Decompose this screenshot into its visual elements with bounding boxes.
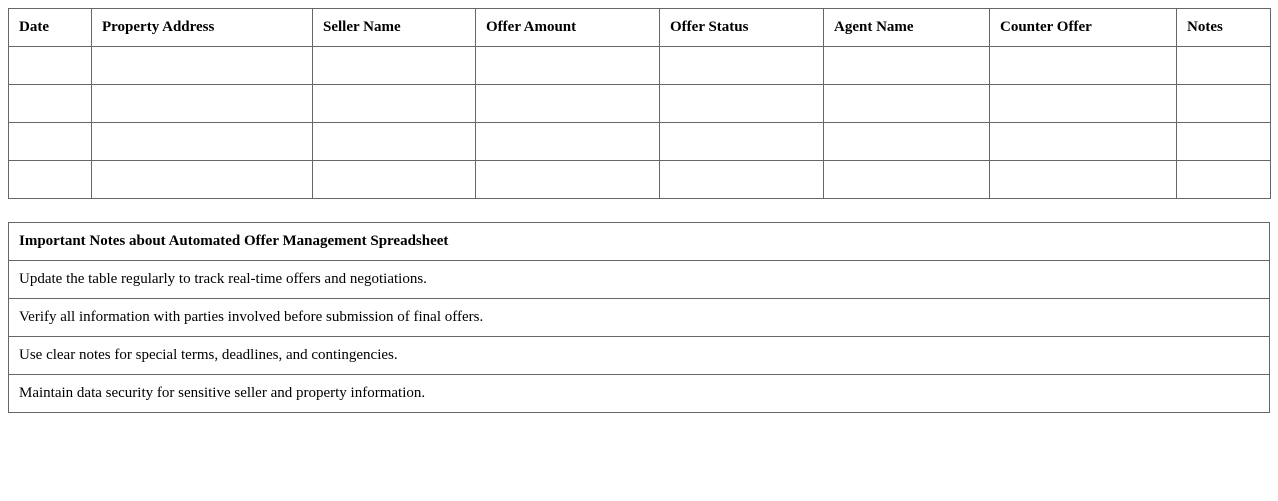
table-cell[interactable] — [660, 161, 824, 199]
table-cell[interactable] — [9, 47, 92, 85]
table-cell[interactable] — [9, 161, 92, 199]
table-cell[interactable] — [1177, 85, 1271, 123]
notes-row — [9, 261, 1270, 299]
table-row — [9, 47, 1271, 85]
note-item: Maintain data security for sensitive seller and property information. — [9, 375, 1270, 413]
column-header-agent-name: Agent Name — [824, 9, 990, 47]
note-item: Use clear notes for special terms, deadlines, and contingencies. — [9, 337, 1270, 375]
table-cell[interactable] — [92, 161, 313, 199]
table-cell[interactable] — [1177, 47, 1271, 85]
notes-header-row — [9, 223, 1270, 261]
table-cell[interactable] — [1177, 161, 1271, 199]
table-cell[interactable] — [9, 123, 92, 161]
column-header-counter-offer: Counter Offer — [990, 9, 1177, 47]
table-cell[interactable] — [660, 47, 824, 85]
table-cell[interactable] — [476, 85, 660, 123]
table-cell[interactable] — [1177, 123, 1271, 161]
table-cell[interactable] — [824, 123, 990, 161]
table-cell[interactable] — [313, 123, 476, 161]
column-header-offer-amount: Offer Amount — [476, 9, 660, 47]
table-cell[interactable] — [476, 47, 660, 85]
table-row — [9, 85, 1271, 123]
notes-title: Important Notes about Automated Offer Management Spreadsheet — [9, 223, 1270, 261]
table-cell[interactable] — [990, 161, 1177, 199]
table-cell[interactable] — [313, 85, 476, 123]
notes-row — [9, 299, 1270, 337]
column-header-property-address: Property Address — [92, 9, 313, 47]
offers-table — [8, 8, 1271, 199]
notes-table — [8, 222, 1270, 413]
table-header-row — [9, 9, 1271, 47]
notes-row — [9, 375, 1270, 413]
table-cell[interactable] — [824, 47, 990, 85]
notes-row — [9, 337, 1270, 375]
table-cell[interactable] — [9, 85, 92, 123]
note-item: Update the table regularly to track real-time offers and negotiations. — [9, 261, 1270, 299]
table-cell[interactable] — [92, 123, 313, 161]
table-cell[interactable] — [824, 161, 990, 199]
column-header-offer-status: Offer Status — [660, 9, 824, 47]
table-cell[interactable] — [660, 85, 824, 123]
table-cell[interactable] — [92, 47, 313, 85]
table-cell[interactable] — [476, 161, 660, 199]
table-cell[interactable] — [92, 85, 313, 123]
table-cell[interactable] — [990, 47, 1177, 85]
table-cell[interactable] — [660, 123, 824, 161]
column-header-notes: Notes — [1177, 9, 1271, 47]
table-cell[interactable] — [990, 123, 1177, 161]
table-cell[interactable] — [990, 85, 1177, 123]
table-cell[interactable] — [313, 47, 476, 85]
table-cell[interactable] — [476, 123, 660, 161]
table-cell[interactable] — [313, 161, 476, 199]
note-item: Verify all information with parties involved before submission of final offers. — [9, 299, 1270, 337]
column-header-date: Date — [9, 9, 92, 47]
column-header-seller-name: Seller Name — [313, 9, 476, 47]
table-row — [9, 123, 1271, 161]
table-row — [9, 161, 1271, 199]
table-cell[interactable] — [824, 85, 990, 123]
